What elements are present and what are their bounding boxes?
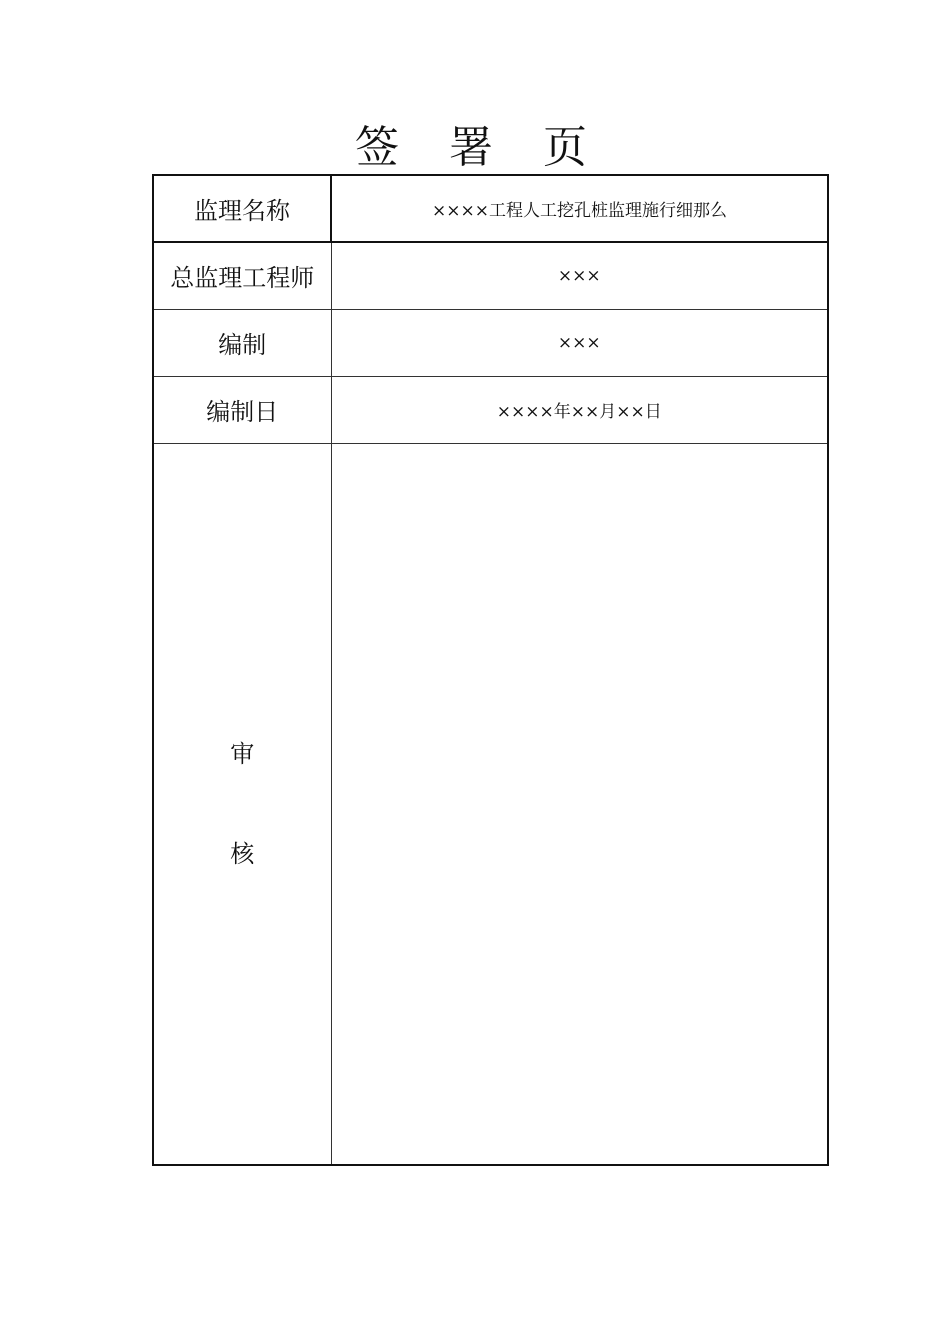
compile-date-value: ××××年××月××日 <box>331 376 828 443</box>
chief-engineer-label: 总监理工程师 <box>153 242 331 309</box>
review-label <box>153 443 331 1165</box>
compiler-label: 编制 <box>153 309 331 376</box>
signature-table <box>152 174 829 1166</box>
supervision-name-label: 监理名称 <box>153 175 331 242</box>
compile-date-label: 编制日 <box>153 376 331 443</box>
table-row-review <box>153 443 828 1165</box>
chief-engineer-value: ××× <box>331 242 828 309</box>
supervision-name-value: ××××工程人工挖孔桩监理施行细那么 <box>331 175 828 242</box>
compiler-value: ××× <box>331 309 828 376</box>
review-label-bottom: 核 <box>230 839 255 868</box>
review-value <box>331 443 828 1165</box>
page-title: 签 署 页 <box>355 122 605 173</box>
table-row <box>153 309 828 376</box>
table-row <box>153 175 828 242</box>
table-row <box>153 242 828 309</box>
review-label-top: 审 <box>230 739 255 768</box>
table-row <box>153 376 828 443</box>
